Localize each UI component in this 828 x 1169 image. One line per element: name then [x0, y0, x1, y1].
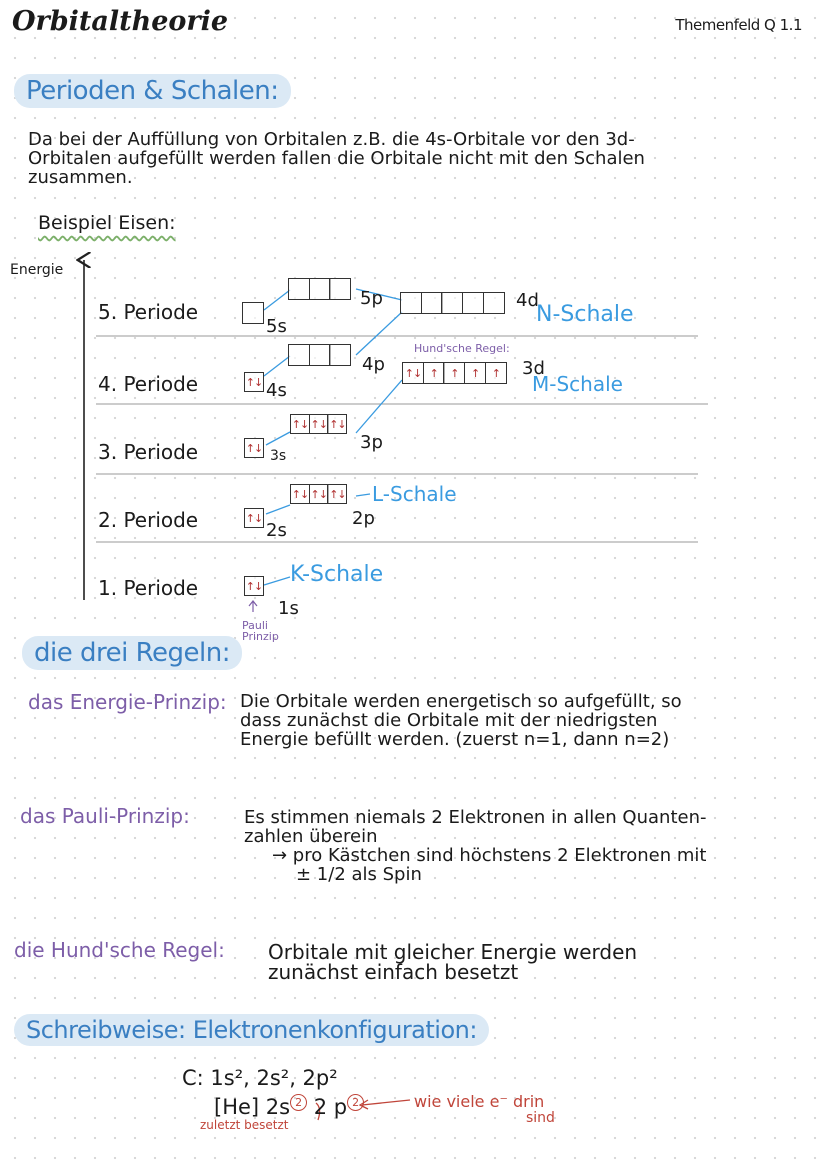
- period-label: 4. Periode: [98, 372, 199, 396]
- page-title: Orbitaltheorie: [12, 6, 229, 37]
- orbital-label-1s: 1s: [278, 598, 299, 619]
- orbital-box: ↑↓: [244, 438, 264, 458]
- rule-line: → pro Kästchen sind höchstens 2 Elektronen mit: [272, 845, 707, 866]
- orbital-box: [421, 292, 443, 314]
- orbital-box: [288, 278, 310, 300]
- rule-text-hund: [268, 942, 637, 982]
- orbital-box: [400, 292, 422, 314]
- energy-axis-label: Energie: [10, 262, 64, 278]
- orbital-4s: [244, 372, 264, 392]
- rule-label-hund: die Hund'sche Regel:: [14, 938, 225, 962]
- orbital-box: [309, 278, 331, 300]
- orbital-label-3p: 3p: [360, 432, 383, 453]
- period-label: 1. Periode: [98, 576, 199, 600]
- config-mid: 2 p: [313, 1095, 348, 1119]
- orbital-box: [309, 344, 331, 366]
- orbital-box: [462, 292, 484, 314]
- note-last-occupied: zuletzt besetzt: [200, 1118, 289, 1132]
- orbital-box: ↑: [443, 362, 465, 384]
- shell-label-l: L-Schale: [372, 482, 457, 506]
- shell-connector: [264, 356, 290, 376]
- config-prefix: [He] 2s: [214, 1095, 291, 1119]
- note-count: wie viele e⁻ drin: [414, 1092, 545, 1111]
- shell-label-k: K-Schale: [290, 562, 384, 587]
- orbital-label-4d: 4d: [516, 290, 539, 311]
- orbital-label-3s: 3s: [270, 448, 287, 464]
- hund-note: Hund'sche Regel:: [414, 342, 510, 355]
- orbital-box: ↑↓: [244, 576, 264, 596]
- shell-connector: [356, 380, 402, 433]
- orbital-box: [288, 344, 310, 366]
- orbital-box: ↑: [485, 362, 507, 384]
- section-heading-rules: die drei Regeln:: [22, 636, 242, 670]
- orbital-box: ↑↓: [290, 484, 310, 504]
- orbital-box: [483, 292, 505, 314]
- example-label: Beispiel Eisen:: [38, 212, 176, 234]
- orbital-box: [329, 278, 351, 300]
- orbital-2p: [290, 484, 347, 504]
- note-count-2: sind: [526, 1110, 555, 1126]
- shell-connector: [264, 577, 290, 585]
- rule-line: ± 1/2 als Spin: [296, 864, 422, 885]
- intro-line: zusammen.: [28, 167, 133, 188]
- orbital-label-5p: 5p: [360, 288, 383, 309]
- orbital-box: ↑↓: [290, 414, 310, 434]
- shell-connector: [356, 494, 370, 496]
- rule-line: Es stimmen niemals 2 Elektronen in allen Quanten-: [244, 807, 707, 828]
- orbital-4d: [400, 292, 505, 314]
- shell-connector: [356, 312, 402, 355]
- rule-line: Orbitale mit gleicher Energie werden: [268, 940, 638, 964]
- orbital-3s: [244, 438, 264, 458]
- shell-connector: [266, 432, 290, 445]
- orbital-label-4p: 4p: [362, 354, 385, 375]
- orbital-box: ↑↓: [244, 372, 264, 392]
- orbital-label-4s: 4s: [266, 380, 287, 401]
- orbital-box: ↑↓: [244, 508, 264, 528]
- orbital-5p: [288, 278, 351, 300]
- section-heading-periods: Perioden & Schalen:: [14, 74, 291, 108]
- count-arrow: [362, 1100, 410, 1105]
- shell-connector: [264, 290, 290, 310]
- orbital-label-2p: 2p: [352, 508, 375, 529]
- orbital-label-3d: 3d: [522, 358, 545, 379]
- rule-line: dass zunächst die Orbitale mit der niedrigsten: [240, 710, 658, 731]
- pauli-note-line: Prinzip: [242, 630, 279, 643]
- rule-text-energy: [240, 692, 682, 749]
- orbital-box: ↑↓: [327, 484, 347, 504]
- orbital-box: [242, 302, 264, 324]
- orbital-box: ↑: [464, 362, 486, 384]
- orbital-box: [329, 344, 351, 366]
- circled-count: 2: [290, 1094, 307, 1111]
- orbital-box: ↑↓: [402, 362, 424, 384]
- orbital-box: ↑↓: [327, 414, 347, 434]
- orbital-3d: [402, 362, 507, 384]
- orbital-label-5s: 5s: [266, 316, 287, 337]
- orbital-2s: [244, 508, 264, 528]
- config-noble-gas: [214, 1094, 364, 1119]
- orbital-box: ↑↓: [309, 414, 329, 434]
- config-carbon: C: 1s², 2s², 2p²: [182, 1066, 338, 1090]
- orbital-box: ↑↓: [309, 484, 329, 504]
- topic-label: Themenfeld Q 1.1: [675, 16, 802, 34]
- period-label: 2. Periode: [98, 508, 199, 532]
- rule-label-pauli: das Pauli-Prinzip:: [20, 804, 190, 828]
- rule-line: zunächst einfach besetzt: [268, 960, 519, 984]
- intro-line: Da bei der Auffüllung von Orbitalen z.B. die 4s-Orbitale vor den 3d-: [28, 129, 635, 150]
- orbital-box: ↑: [423, 362, 445, 384]
- rule-text-pauli: [244, 808, 706, 884]
- shell-label-n: N-Schale: [536, 302, 634, 327]
- rule-line: Die Orbitale werden energetisch so aufgefüllt, so: [240, 691, 682, 712]
- shell-label-m: M-Schale: [532, 372, 623, 396]
- period-label: 5. Periode: [98, 300, 199, 324]
- orbital-label-2s: 2s: [266, 520, 287, 541]
- rule-line: Energie befüllt werden. (zuerst n=1, dann n=2): [240, 729, 670, 750]
- orbital-box: [441, 292, 463, 314]
- period-label: 3. Periode: [98, 440, 199, 464]
- orbital-4p: [288, 344, 351, 366]
- pauli-note: [242, 620, 279, 642]
- section-heading-notation: Schreibweise: Elektronenkonfiguration:: [14, 1014, 489, 1046]
- rule-line: zahlen überein: [244, 826, 378, 847]
- rule-label-energy: das Energie-Prinzip:: [28, 690, 227, 714]
- shell-connector: [266, 505, 290, 514]
- orbital-5s: [242, 302, 264, 324]
- intro-line: Orbitalen aufgefüllt werden fallen die Orbitale nicht mit den Schalen: [28, 148, 645, 169]
- pauli-note-line: Pauli: [242, 619, 268, 632]
- circled-count: 2: [347, 1094, 364, 1111]
- orbital-3p: [290, 414, 347, 434]
- orbital-1s: [244, 576, 264, 596]
